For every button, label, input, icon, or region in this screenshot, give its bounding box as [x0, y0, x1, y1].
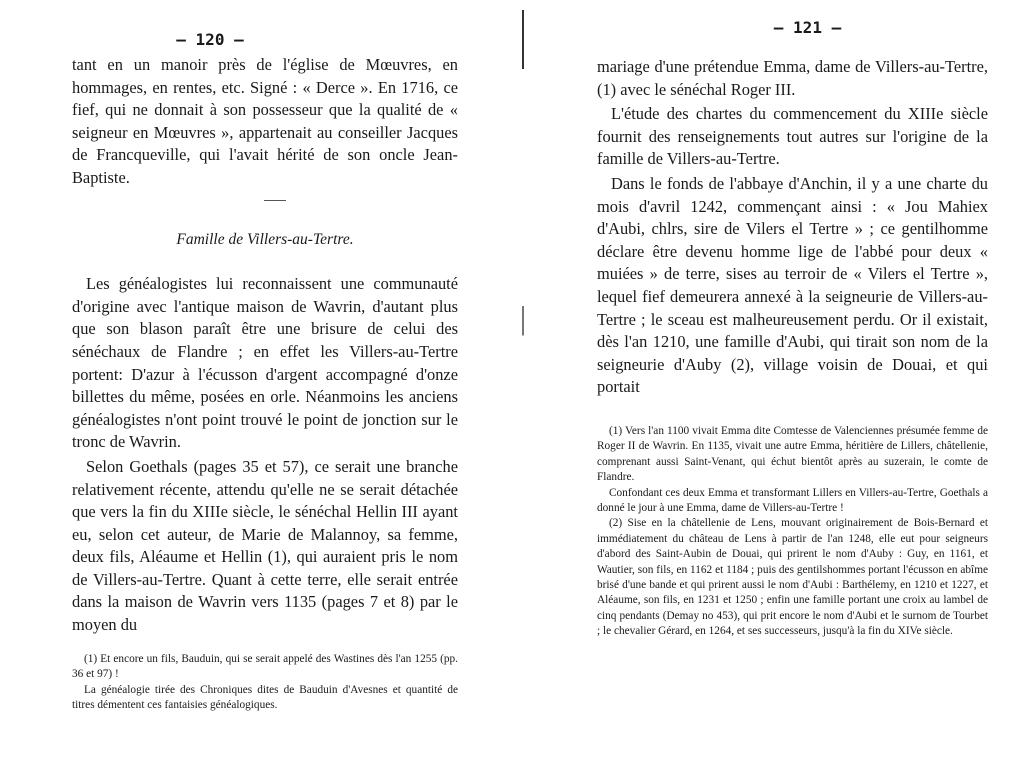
- footnote: (2) Sise en la châtellenie de Lens, mouvant originairement de Bois-Bernard et immédiatement du château de Lens à partir de l'an 1248, elle eut pour seigneurs d'abord des Saint-Aubin de Douai, qui prirent le nom d'Auby : Guy, en 1161, et Wautier, son fils, en 1162 et 1184 ; puis des gentilshommes portant l'écusson en abîme brisé d'une bande et qui prirent aussi le nom d'Aubi : Barthélemy, en 1210 et 1227, et Aléaume, son fils, en 1231 et 1250 ; enfin une famille portant une croix au lambel de cinq pendants (Demay no 453), qui prit encore le nom d'Aubi et le surnom de Tourbet ; le chevalier Gérard, en 1264, et ses successeurs, jusqu'à la fin du XIVe siècle.: [597, 517, 988, 638]
- footnote: (1) Vers l'an 1100 vivait Emma dite Comtesse de Valenciennes présumée femme de Roger II de Wavrin. En 1135, vivait une autre Emma, héritière de Lillers, châtellenie, comprenant aussi Saint-Venant, qui échut bientôt après au suzerain, le comte de Flandre.: [597, 425, 988, 484]
- paragraph: Les généalogistes lui reconnaissent une communauté d'origine avec l'antique maison de Wavrin, d'autant plus que son blason paraît être une brisure de celui des sénéchaux de Flandre ; en effet les Villers-au-Tertre portent: D'azur à l'écusson d'argent accompagné d'onze billettes du même, posées en orle. Néanmoins les anciens généalogistes n'ont point trouvé le point de jonction sur le tronc de Wavrin.: [72, 274, 458, 452]
- paragraph: tant en un manoir près de l'église de Mœuvres, en hommages, en rentes, etc. Signé : « Derce ». En 1716, ce fief, qui ne donnait à son possesseur que la qualité de « seigneur en Mœuvres », appartenait au conseiller Jacques de Francqueville, qui l'avait hérité de son oncle Jean-Baptiste.: [72, 55, 458, 187]
- footnotes: [72, 652, 458, 714]
- page-body: [597, 56, 988, 399]
- section-heading: Famille de Villers-au-Tertre.: [176, 230, 354, 248]
- paragraph: Selon Goethals (pages 35 et 57), ce serait une branche relativement récente, attendu qu'elle ne se serait détachée que vers la fin du XIIIe siècle, le sénéchal Hellin III ayant eu, selon cet auteur, de Marie de Malannoy, sa femme, deux fils, Aléaume et Hellin (1), qui auraient pris le nom de Villers-au-Tertre. Quant à cette terre, elle serait entrée dans la maison de Wavrin vers 1135 (pages 7 et 8) par le moyen du: [72, 456, 458, 635]
- footnotes: [597, 424, 988, 640]
- page-body: [72, 54, 458, 637]
- book-gutter: [522, 10, 524, 750]
- left-page: [72, 0, 458, 712]
- right-page: [597, 0, 988, 638]
- paragraph: mariage d'une prétendue Emma, dame de Villers-au-Tertre, (1) avec le sénéchal Roger III.: [597, 57, 988, 99]
- page-number: — 120 —: [176, 30, 244, 49]
- divider: [264, 200, 286, 201]
- footnote: La généalogie tirée des Chroniques dites de Bauduin d'Avesnes et quantité de titres démentent ces fantaisies généalogiques.: [72, 683, 458, 712]
- page-number: — 121 —: [773, 18, 842, 37]
- footnote: Confondant ces deux Emma et transformant Lillers en Villers-au-Tertre, Goethals a donné le jour à une Emma, dame de Villers-au-Tertre !: [597, 486, 988, 515]
- paragraph: Dans le fonds de l'abbaye d'Anchin, il y a une charte du mois d'avril 1242, commençant ainsi : « Jou Mahiex d'Aubi, chlrs, sire de Vilers el Tertre » ; ce gentilhomme déclare être devenu homme lige de l'abbé pour deux « muiées » de terre, sises au terroir de « Vilers el Tertre », lequel fief demeurera annexé à la seigneurie de Villers-au-Tertre ; le sceau est malheureusement perdu. Or il existait, dès l'an 1210, une famille d'Aubi, qui tirait son nom de la seigneurie d'Auby (2), village voisin de Douai, et qui portait: [597, 173, 988, 397]
- footnote: (1) Et encore un fils, Bauduin, qui se serait appelé des Wastines dès l'an 1255 (pp. 36 et 97) !: [72, 653, 458, 681]
- paragraph: L'étude des chartes du commencement du XIIIe siècle fournit des renseignements tout autres sur l'origine de la famille de Villers-au-Tertre.: [597, 104, 988, 169]
